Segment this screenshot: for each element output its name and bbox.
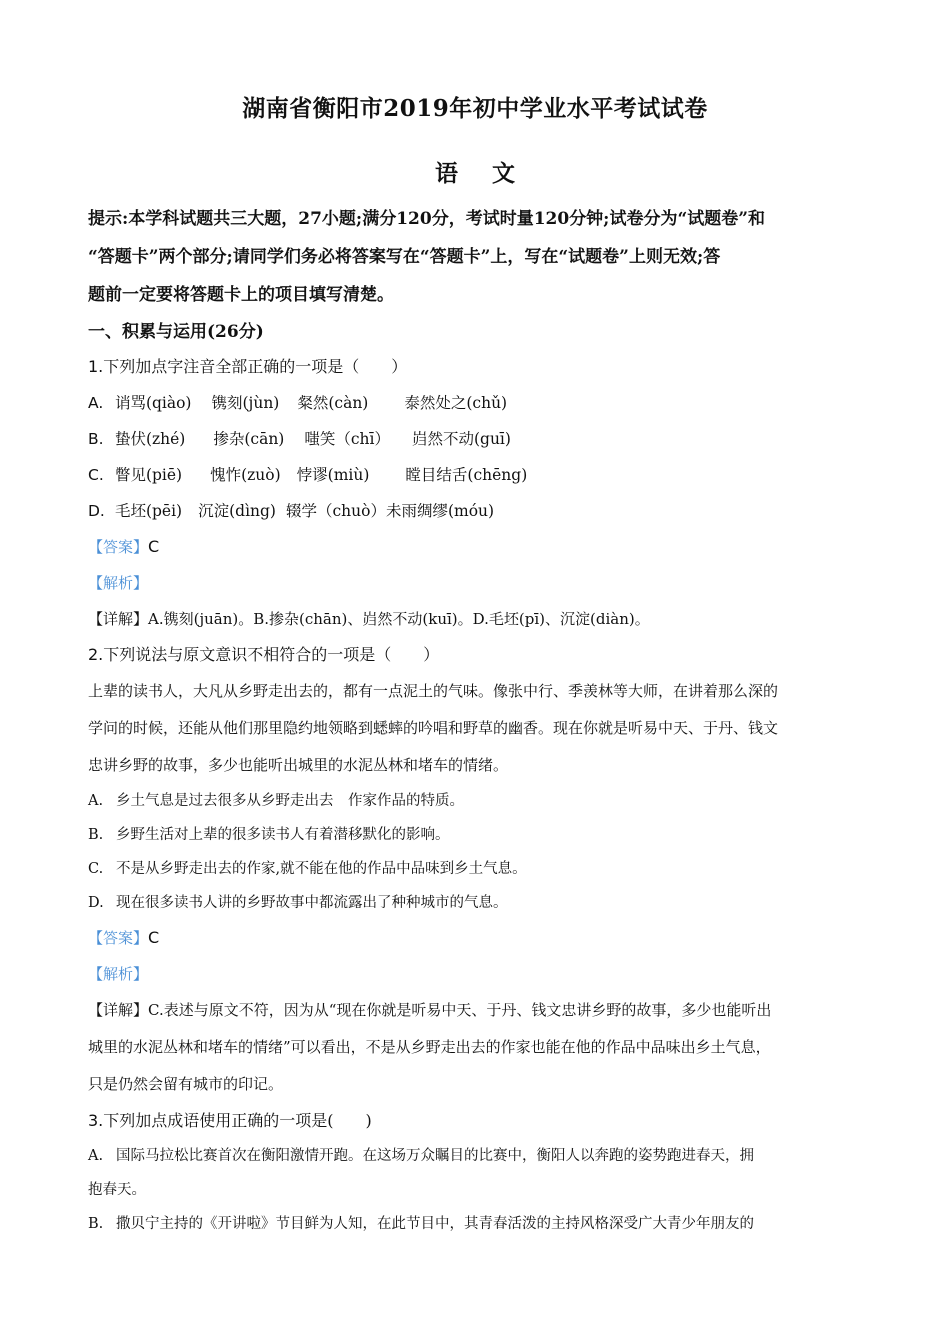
option-d	[88, 886, 868, 920]
option-letter: A.	[88, 394, 104, 412]
answer-line	[88, 920, 868, 956]
question-stem: 下列加点成语使用正确的一项是( )	[103, 1111, 372, 1130]
option-letter: B.	[88, 430, 104, 448]
option-text: 现在很多读书人讲的乡野故事中都流露出了种种城市的气息。	[116, 895, 508, 911]
subject-heading: 语 文	[434, 160, 515, 187]
option-letter: A.	[88, 793, 104, 809]
exam-notice	[88, 200, 868, 314]
answer-label: 【答案】	[88, 538, 149, 556]
option-part: 瞥见(piē)	[114, 466, 183, 484]
analysis-detail: 城里的水泥丛林和堵车的情绪”可以看出，不是从乡野走出去的作家也能在他的作品中品味出乡土气息，	[88, 1038, 771, 1056]
option-text: 乡土气息是过去很多从乡野走出去 作家作品的特质。	[116, 793, 464, 809]
option-text: 不是从乡野走出去的作家,就不能在他的作品中品味到乡土气息。	[116, 861, 527, 877]
option-b	[88, 1207, 868, 1241]
question-2	[88, 637, 868, 673]
option-text: 撒贝宁主持的《开讲啦》节目鲜为人知，在此节目中，其青春活泼的主持风格深受广大青少年朋友的	[116, 1216, 754, 1232]
option-b	[88, 818, 868, 852]
question-stem: 下列加点字注音全部正确的一项是（ ）	[103, 357, 408, 376]
option-part: 未雨绸缪(móu)	[385, 502, 495, 520]
option-part: 瞠目结舌(chēng)	[405, 466, 528, 484]
notice-line: 提示:本学科试题共三大题，27小题;满分120分，考试时量120分钟;试卷分为“试题卷”和	[88, 209, 766, 229]
answer-label: 【答案】	[88, 929, 149, 947]
exam-title: 湖南省衡阳市2019年初中学业水平考试试卷	[242, 95, 708, 122]
notice-line: “答题卡”两个部分;请同学们务必将答案写在“答题卡”上，写在“试题卷”上则无效;答	[88, 247, 721, 267]
answer-value: C	[148, 537, 160, 556]
option-text: 乡野生活对上辈的很多读书人有着潜移默化的影响。	[116, 827, 450, 843]
question-number: 2.	[88, 645, 104, 664]
option-part: 镌刻(jùn)	[211, 394, 280, 412]
analysis-label: 【解析】	[88, 574, 149, 592]
option-part: 愧怍(zuò)	[210, 466, 281, 484]
option-letter: B.	[88, 827, 104, 843]
option-c	[88, 852, 868, 886]
option-part: 掺杂(cān)	[213, 430, 285, 448]
option-part: 粲然(càn)	[297, 394, 369, 412]
option-text: 国际马拉松比赛首次在衡阳激情开跑。在这场万众瞩目的比赛中，衡阳人以奔跑的姿势跑进春天，拥	[116, 1148, 754, 1164]
option-letter: B.	[88, 1216, 104, 1232]
option-d	[88, 493, 868, 529]
question-stem: 下列说法与原文意识不相符合的一项是（ ）	[103, 645, 440, 664]
analysis-detail: 【详解】C.表述与原文不符，因为从“现在你就是听易中天、于丹、钱文忠讲乡野的故事，多少也能听出	[88, 1001, 772, 1019]
analysis-label: 【解析】	[88, 965, 149, 983]
option-part: 沉淀(dìng)	[198, 502, 276, 520]
option-a-continued: 抱春天。	[88, 1182, 146, 1198]
option-part: 辍学（chuò）	[285, 502, 386, 520]
section-heading: 一、积累与运用(26分)	[88, 322, 264, 342]
passage-line: 上辈的读书人，大凡从乡野走出去的，都有一点泥土的气味。像张中行、季羡林等大师，在讲着那么深的	[88, 682, 779, 700]
option-part: 蛰伏(zhé)	[114, 430, 186, 448]
question-1	[88, 349, 868, 385]
option-letter: C.	[88, 861, 104, 877]
answer-line	[88, 529, 868, 565]
option-a	[88, 385, 868, 421]
analysis-detail: 【详解】A.镌刻(juān)。B.掺杂(chān)、岿然不动(kuī)。D.毛坯(pī)、沉淀(diàn)。	[88, 610, 650, 628]
option-letter: C.	[88, 466, 104, 484]
option-letter: A.	[88, 1148, 104, 1164]
question-number: 1.	[88, 357, 104, 376]
question-3	[88, 1103, 868, 1139]
option-letter: D.	[88, 502, 105, 520]
notice-line: 题前一定要将答题卡上的项目填写清楚。	[88, 285, 394, 305]
option-c	[88, 457, 868, 493]
passage-line: 学问的时候，还能从他们那里隐约地领略到蟋蟀的吟唱和野草的幽香。现在你就是听易中天、于丹、钱文	[88, 719, 779, 737]
option-part: 毛坯(pēi)	[114, 502, 183, 520]
exam-content	[88, 200, 868, 1241]
option-b	[88, 421, 868, 457]
option-part: 嗤笑（chī）	[304, 430, 390, 448]
option-a	[88, 784, 868, 818]
option-part: 悖谬(miù)	[296, 466, 370, 484]
option-part: 泰然处之(chǔ)	[404, 394, 508, 412]
option-part: 岿然不动(guī)	[411, 430, 511, 448]
option-a	[88, 1139, 868, 1173]
passage-line: 忠讲乡野的故事，多少也能听出城里的水泥丛林和堵车的情绪。	[88, 756, 509, 774]
option-part: 诮骂(qiào)	[114, 394, 192, 412]
option-letter: D.	[88, 895, 104, 911]
analysis-detail: 只是仍然会留有城市的印记。	[88, 1075, 284, 1093]
answer-value: C	[148, 928, 160, 947]
question-number: 3.	[88, 1111, 104, 1130]
